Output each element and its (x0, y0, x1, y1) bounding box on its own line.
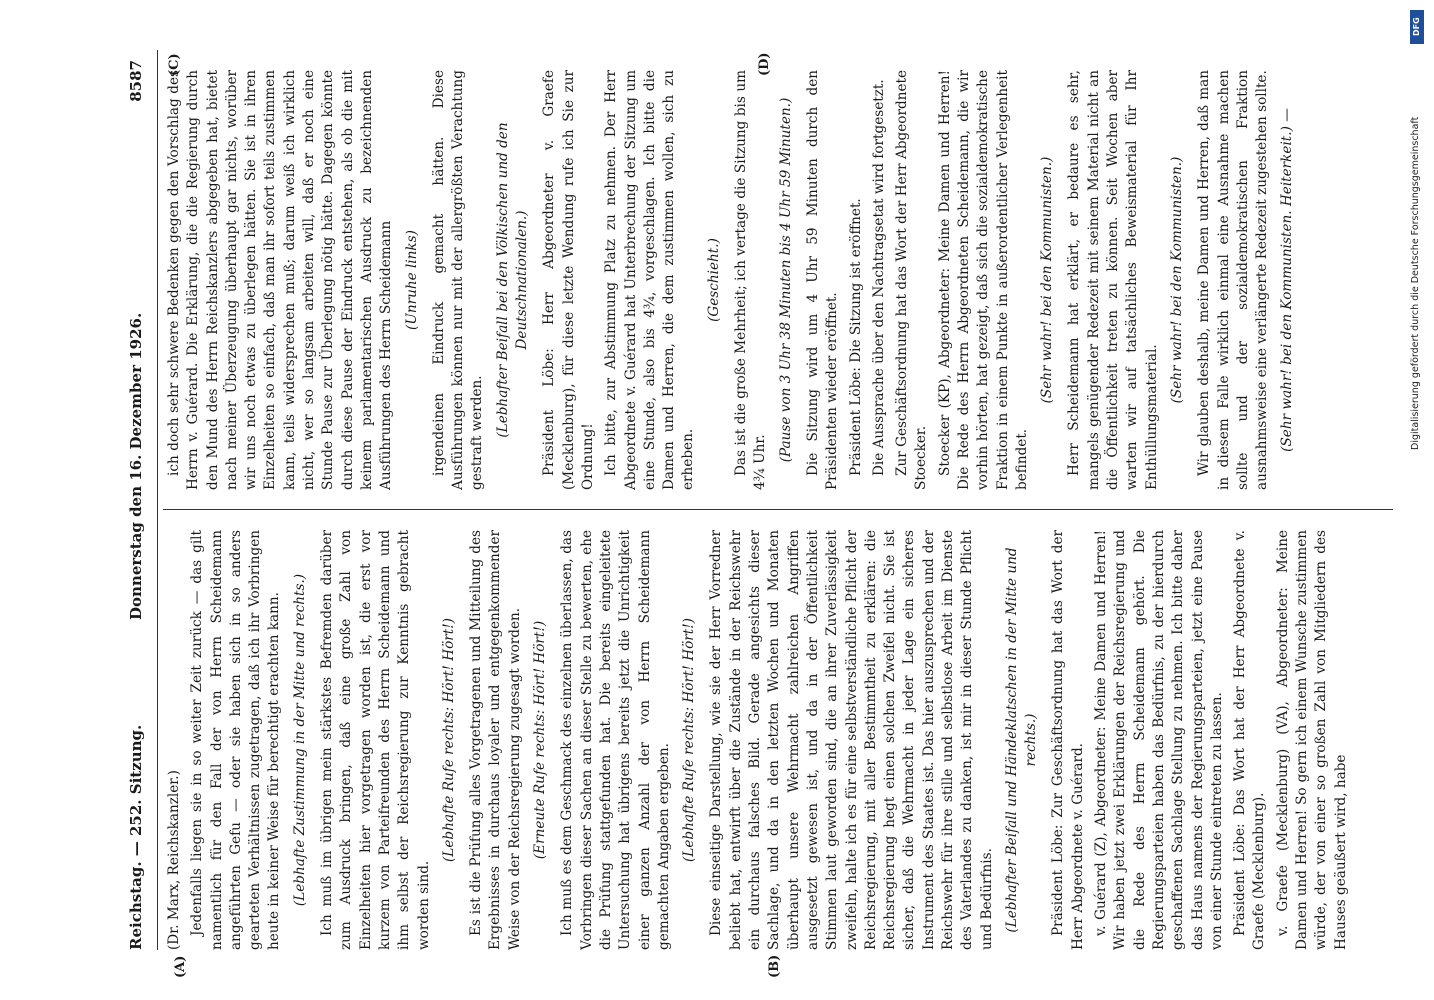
interjection: (Lebhafte Rufe rechts: Hört! Hört!) (681, 618, 698, 862)
interjection: (Pause von 3 Uhr 38 Minuten bis 4 Uhr 59 Minuten.) (777, 97, 794, 463)
paragraph: v. Graefe (Mecklenburg) (VA), Abgeordneter: Meine Damen und Herren! So gern ich einem Wunsche zustimmen würde, der von einer so großen Zahl von Mitgliedern des Hauses geäußert wird, habe (1274, 530, 1349, 950)
dfg-logo: DFG (1410, 10, 1424, 44)
paragraph: ich doch sehr schwere Bedenken gegen den Vorschlag des Herrn v. Guérard. Die Erklärung, die die Regierung durch den Mund des Herrn Reichskanzlers abgegeben hat, bietet nach meiner Überzeugung überhaupt gar nichts, worüber wir uns noch etwas zu überlegen hätten. Sie ist in ihren Einzelheiten so einfach, daß man ihr sofort teils zustimmen kann, teils widersprechen muß; darum weiß ich wirklich nicht, wer so langsam arbeiten will, daß er noch eine Stunde Pause zur Überlegung nötig hätte. Dagegen könnte durch diese Pause der Eindruck entstehen, als ob die mit keinem parlamentarischen Ausdruck zu bezeichnenden Ausführungen des Herrn Scheidemann (166, 70, 395, 490)
paragraph: Die Sitzung wird um 4 Uhr 59 Minuten durch den Präsidenten wieder eröffnet. (804, 70, 841, 490)
header-rule (157, 50, 158, 950)
margin-mark-d: (D) (757, 52, 772, 76)
paragraph: Jedenfalls liegen sie in so weiter Zeit zurück — das gilt namentlich für den Fall der von Herrn Scheidemann angeführten Gefu — oder sie haben sich in so anders gearteten Verhältnissen zugetragen, daß ich ihr Vorbringen heute in keiner Weise für berechtigt erachten kann. (189, 530, 283, 950)
paragraph: Das ist die große Mehrheit; ich vertage die Sitzung bis um 4¾ Uhr. (733, 70, 769, 490)
header-left: Reichstag. — 252. Sitzung. (127, 724, 145, 950)
margin-mark-b: (B) (767, 954, 782, 978)
paragraph: Zur Geschäftsordnung hat das Wort der Herr Abgeordnete Stoecker. (894, 70, 930, 490)
paragraph: Es ist die Prüfung alles Vorgetragenen und Mitteilung des Ergebnisses in durchaus loyaler und entgegenkommender Weise von der Reichsregierung zugesagt worden. (468, 530, 523, 950)
interjection: (Sehr wahr! bei den Kommunisten. Heiterkeit.) — (1279, 108, 1296, 452)
paragraph: Präsident Löbe: Die Sitzung ist eröffnet. (847, 198, 864, 476)
margin-mark-a: (A) (173, 955, 188, 978)
page-number: 8587 (127, 60, 145, 102)
interjection: (Erneute Rufe rechts: Hört! Hört!) (532, 620, 549, 860)
interjection: (Lebhafter Beifall bei den Völkischen und den Deutschnationalen.) (494, 122, 531, 438)
margin-mark-c: (C) (167, 53, 182, 76)
dfg-watermark-text: Digitalisierung gefördert durch die Deutsche Forschungsgemeinschaft (1410, 116, 1421, 450)
interjection: (Sehr wahr! bei den Kommunisten.) (1168, 156, 1185, 404)
interjection: (Geschieht.) (705, 238, 722, 322)
paragraph: Stoecker (KP), Abgeordneter: Meine Damen und Herren! Die Rede des Herrn Abgeordneten Scheidemann, die wir vorhin hörten, hat gezeigt, daß sich die sozialdemokratische Fraktion in einem Punkte in außerordentlicher Verlegenheit befindet. (936, 70, 1030, 490)
paragraph: Wir glauben deshalb, meine Damen und Herren, daß man in diesem Falle wirklich einmal eine Ausnahme machen sollte und der sozialdemokratischen Fraktion ausnahmsweise eine verlängerte Redezeit zugestehen sollte. (1196, 70, 1271, 490)
paragraph: v. Guérard (Z), Abgeordneter: Meine Damen und Herren! Wir haben jetzt zwei Erklärungen der Reichsregierung und die Rede des Herrn Scheidemann gehört. Die Regierungsparteien haben das Bedürfnis, zu der hierdurch geschaffenen Sachlage Stellung zu nehmen. Ich bitte daher das Haus namens der Regierungsparteien, jetzt eine Pause von einer Stunde eintreten zu lassen. (1093, 530, 1225, 950)
column-divider (163, 509, 1393, 510)
right-column (165, 70, 1395, 490)
paragraph: Ich bitte, zur Abstimmung Platz zu nehmen. Der Herr Abgeordnete v. Guérard hat Unterbrechung der Sitzung um eine Stunde, also bis 4¾, vorgeschlagen. Ich bitte die Damen und Herren, die dem zustimmen wollen, sich zu erheben. (603, 70, 697, 490)
page-header (117, 50, 157, 950)
header-center: Donnerstag den 16. Dezember 1926. (127, 312, 145, 620)
paragraph: Herr Scheidemann hat erklärt, er bedaure es sehr, mangels genügender Redezeit mit seinem Material nicht an die Öffentlichkeit treten zu können. Seit Wochen aber warten wir auf tatsächliches Beweismaterial für Ihr Enthüllungsmaterial. (1066, 70, 1160, 490)
paragraph: Diese einseitige Darstellung, wie sie der Herr Vorredner beliebt hat, entwirft über die Zustände in der Reichswehr ein durchaus falsches Bild. Gerade angesichts dieser Sachlage, und da in den letzten Wochen und Monaten überhaupt unsere Wehrmacht zahlreichen Angriffen ausgesetzt gewesen ist, und da in der Öffentlichkeit Stimmen laut geworden sind, die an ihrer Zuverlässigkeit zweifeln, halte ich es für eine selbstverständliche Pflicht der Reichsregierung, mit aller Bestimmtheit zu erklären: die Reichsregierung hegt einen solchen Zweifel nicht. Sie ist sicher, daß die Wehrmacht in jeder Lage ein sicheres Instrument des Staates ist. Das hier auszusprechen und der Reichswehr für ihre stille und selbstlose Arbeit im Dienste des Vaterlandes zu danken, ist mir in dieser Stunde Pflicht und Bedürfnis. (708, 530, 995, 950)
interjection: (Lebhafter Beifall und Händeklatschen in der Mitte und rechts.) (1003, 547, 1040, 933)
paragraph: Präsident Löbe: Zur Geschäftsordnung hat das Wort der Herr Abgeordnete v. Guérard. (1050, 530, 1086, 950)
speaker-line: (Dr. Marx, Reichskanzler.) (166, 770, 182, 950)
paragraph: irgendeinen Eindruck gemacht hätten. Diese Ausführungen können nur mit der allergrößten Verachtung gestraft werden. (430, 70, 486, 490)
interjection: (Lebhafte Rufe rechts: Hört! Hört!) (440, 618, 457, 862)
paragraph: Ich muß im übrigen mein stärkstes Befremden darüber zum Ausdruck bringen, daß eine große Zahl von Einzelheiten hier vorgetragen worden ist, die erst vor kurzem von Parteifreunden des Herrn Scheidemann und ihm selbst der Reichsregierung zur Kenntnis gebracht worden sind. (319, 530, 432, 950)
interjection: (Unruhe links) (403, 230, 420, 330)
document-page (117, 50, 1407, 978)
interjection: (Lebhafte Zustimmung in der Mitte und rechts.) (291, 573, 308, 907)
paragraph: Präsident Löbe: Das Wort hat der Herr Abgeordnete v. Graefe (Mecklenburg). (1232, 530, 1268, 950)
paragraph: Die Aussprache über den Nachtragsetat wird fortgesetzt. (870, 79, 887, 476)
paragraph: Ich muß es dem Geschmack des einzelnen überlassen, das Vorbringen dieser Sachen an dieser Stelle zu bewerten, ehe die Prüfung stattgefunden hat. Die bereits eingeleitete Untersuchung hat übrigens bereits jetzt die Unrichtigkeit einer ganzen Anzahl der von Herrn Scheidemann gemachten Angaben ergeben. (559, 530, 672, 950)
left-column (165, 530, 1395, 950)
interjection: (Sehr wahr! bei den Kommunisten.) (1039, 156, 1056, 404)
paragraph: Präsident Löbe: Herr Abgeordneter v. Graefe (Mecklenburg), für diese letzte Wendung rufe ich Sie zur Ordnung! (541, 70, 596, 490)
dfg-watermark (1408, 10, 1428, 450)
